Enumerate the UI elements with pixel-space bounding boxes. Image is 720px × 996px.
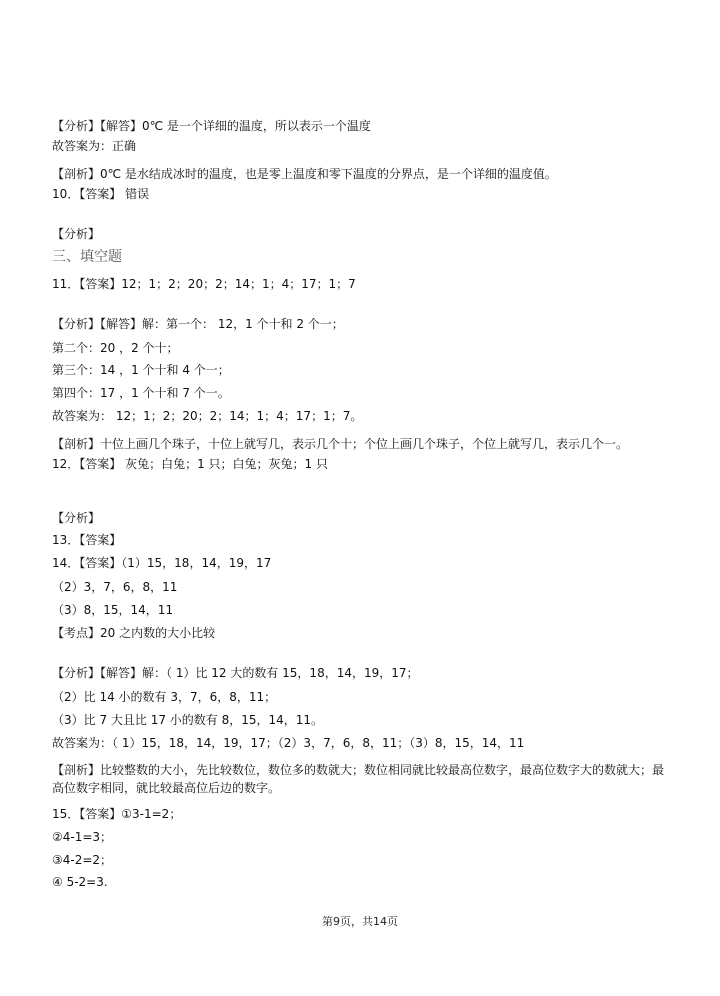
text-line: 第二个：20 ，2 个十； [52,341,179,355]
text-line: 【剖析】十位上画几个珠子，十位上就写几，表示几个十；个位上画几个珠子，个位上就写几，表示几个一。 [52,437,629,451]
text-line: （2）3，7，6，8，11 [52,580,178,594]
text-line: 【考点】20 之内数的大小比较 [52,626,216,640]
text-line: 故答案为：正确 [52,139,137,153]
text-line: 11．【答案】12；1；2；20；2；14；1；4；17；1；7 [52,277,356,291]
text-line: （3）比 7 大且比 17 小的数有 8，15，14，11。 [52,713,324,727]
section-heading: 三、填空题 [52,249,122,265]
text-line: 故答案为：（ 1）15，18，14，19，17；（2）3，7，6，8，11；（3）8，15，14，11 [52,736,525,750]
text-line: 13．【答案】 [52,533,122,547]
text-line: ②4-1=3； [52,830,113,844]
text-line: 【分析】【解答】解：（ 1）比 12 大的数有 15，18，14，19，17； [52,666,419,680]
text-line: 第三个：14 ，1 个十和 4 个一； [52,363,230,377]
text-line: 第四个：17 ，1 个十和 7 个一。 [52,386,230,400]
text-line: 【剖析】0℃ 是水结成冰时的温度，也是零上温度和零下温度的分界点，是一个详细的温度值。 [52,167,557,181]
text-line: 10．【答案】 错误 [52,187,150,201]
page-footer: 第9页，共14页 [322,915,398,928]
text-line: 故答案为： 12；1；2；20；2；14；1；4；17；1；7。 [52,409,363,423]
text-line: 【分析】 [52,227,101,241]
text-line: 【分析】 [52,511,101,525]
text-line: （3）8，15，14，11 [52,603,174,617]
text-line: （2）比 14 小的数有 3，7，6，8，11； [52,690,277,704]
text-line: 【分析】【解答】解：第一个： 12，1 个十和 2 个一； [52,317,344,331]
text-line: 15．【答案】①3-1=2； [52,807,182,821]
text-line: 14．【答案】（1）15，18，14，19，17 [52,556,272,570]
text-line: ③4-2=2； [52,853,113,867]
text-line: 【剖析】比较整数的大小，先比较数位，数位多的数就大；数位相同就比较最高位数字，最高位数字大的数就大；最高位数字相同，就比较最高位后边的数字。 [52,763,665,795]
text-line: 【分析】【解答】0℃ 是一个详细的温度，所以表示一个温度 [52,119,371,133]
text-line: ④ 5-2=3. [52,875,108,889]
text-line: 12．【答案】 灰兔；白兔；1 只；白兔；灰兔；1 只 [52,457,328,471]
